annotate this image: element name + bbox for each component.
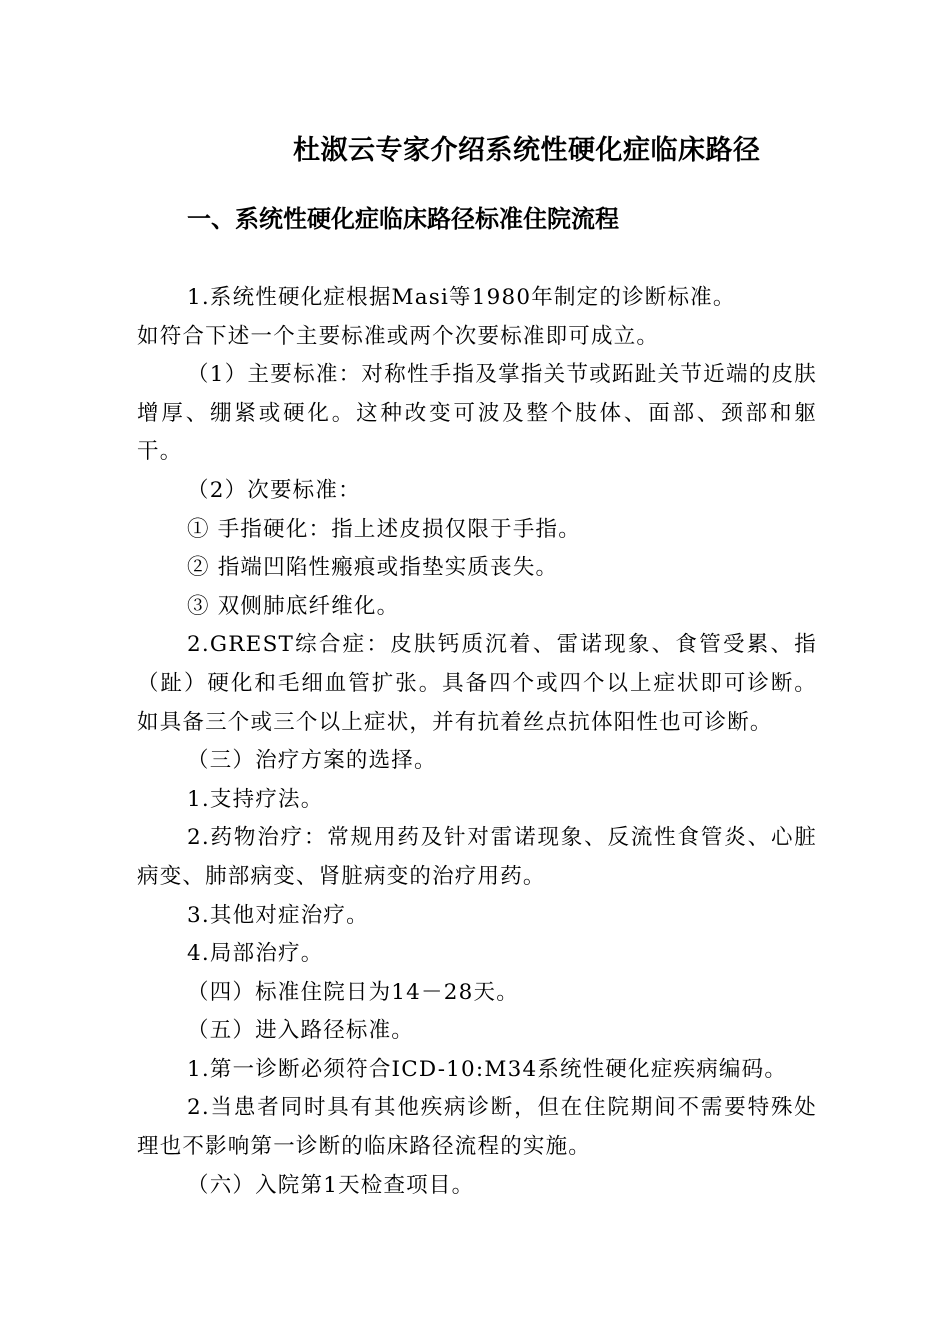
paragraph-pathway-entry-2: 2.当患者同时具有其他疾病诊断，但在住院期间不需要特殊处理也不影响第一诊断的临床路径流程的实施。 xyxy=(137,1095,817,1160)
paragraph-day1-exams: （六）入院第1天检查项目。 xyxy=(187,1172,475,1198)
paragraph-treatment-plan: （三）治疗方案的选择。 xyxy=(187,748,437,774)
paragraph-diagnosis-standard: 1.系统性硬化症根据Masi等1980年制定的诊断标准。 xyxy=(187,285,736,310)
paragraph-minor-criteria-1: ① 手指硬化：指上述皮损仅限于手指。 xyxy=(187,516,581,542)
paragraph-treatment-2: 2.药物治疗：常规用药及针对雷诺现象、反流性食管炎、心脏病变、肺部病变、肾脏病变的治疗用药。 xyxy=(137,825,817,889)
paragraph-minor-criteria: （2）次要标准： xyxy=(187,477,361,503)
paragraph-pathway-entry-1: 1.第一诊断必须符合ICD-10:M34系统性硬化症疾病编码。 xyxy=(187,1056,788,1082)
paragraph-treatment-3: 3.其他对症治疗。 xyxy=(187,902,369,928)
document-body xyxy=(137,279,817,1205)
paragraph-minor-criteria-2: ② 指端凹陷性瘢痕或指垫实质丧失。 xyxy=(187,555,559,581)
page-title: 杜淑云专家介绍系统性硬化症临床路径 xyxy=(293,135,761,166)
paragraph-diagnosis-condition: 如符合下述一个主要标准或两个次要标准即可成立。 xyxy=(137,323,660,349)
paragraph-minor-criteria-3: ③ 双侧肺底纤维化。 xyxy=(187,593,400,619)
paragraph-treatment-1: 1.支持疗法。 xyxy=(187,786,324,812)
paragraph-hospital-days: （四）标准住院日为14－28天。 xyxy=(187,979,519,1005)
section-heading: 一、系统性硬化症临床路径标准住院流程 xyxy=(187,205,619,233)
paragraph-pathway-entry: （五）进入路径标准。 xyxy=(187,1018,415,1044)
paragraph-grest-syndrome: 2.GREST综合症：皮肤钙质沉着、雷诺现象、食管受累、指（趾）硬化和毛细血管扩张。具备四个或四个以上症状即可诊断。如具备三个或三个以上症状，并有抗着丝点抗体阳性也可诊断。 xyxy=(137,632,817,735)
paragraph-treatment-4: 4.局部治疗。 xyxy=(187,941,324,967)
paragraph-major-criteria: （1）主要标准：对称性手指及掌指关节或跖趾关节近端的皮肤增厚、绷紧或硬化。这种改变可波及整个肢体、面部、颈部和躯干。 xyxy=(137,362,817,465)
